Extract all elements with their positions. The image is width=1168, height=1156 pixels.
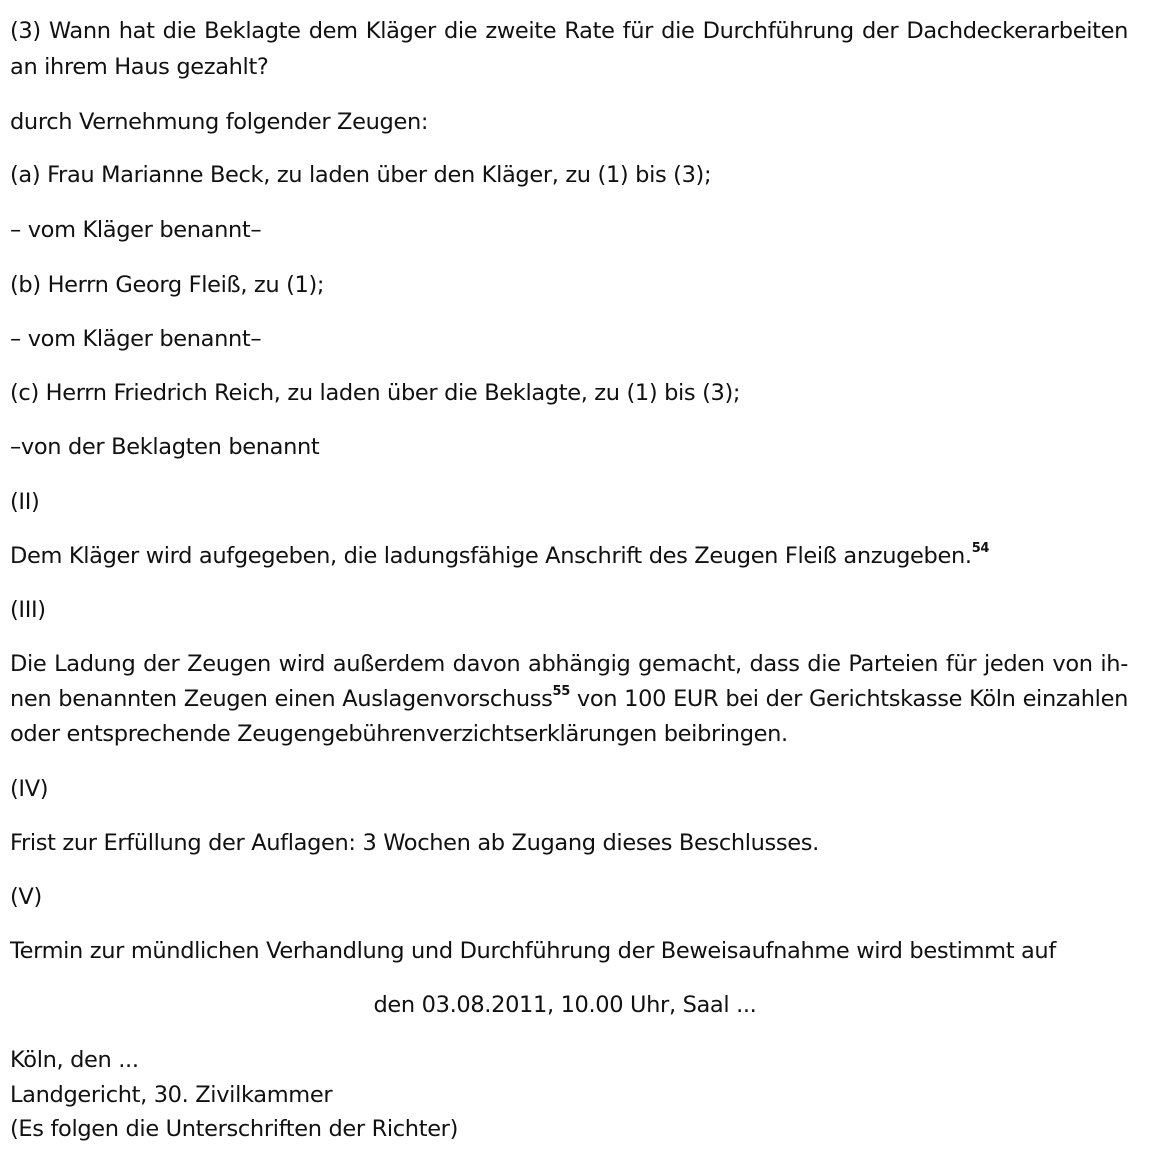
section-4-heading: (IV) xyxy=(10,776,49,802)
signatures-note: (Es folgen die Unterschriften der Richter) xyxy=(10,1116,459,1142)
place-date: Köln, den ... xyxy=(10,1047,139,1073)
court-name: Landgericht, 30. Zivilkammer xyxy=(10,1082,333,1108)
question-3-line-1: (3) Wann hat die Beklagte dem Kläger die zweite Rate für die Durchführung der Dachdeckerarbeiten xyxy=(10,18,1128,44)
witness-c-named-by: –von der Beklagten benannt xyxy=(10,434,320,460)
hearing-date: den 03.08.2011, 10.00 Uhr, Saal ... xyxy=(373,992,757,1018)
section-3-heading: (III) xyxy=(10,597,46,623)
section-2-text xyxy=(10,540,990,570)
witness-b: (b) Herrn Georg Fleiß, zu (1); xyxy=(10,272,325,298)
section-3-line-2-before: nen benannten Zeugen einen Auslagenvorschuss xyxy=(10,686,553,712)
section-5-text: Termin zur mündlichen Verhandlung und Durchführung der Beweisaufnahme wird bestimmt auf xyxy=(10,938,1056,964)
footnote-55: 55 xyxy=(552,683,570,699)
witness-c: (c) Herrn Friedrich Reich, zu laden über die Beklagte, zu (1) bis (3); xyxy=(10,380,741,406)
footnote-54: 54 xyxy=(971,540,990,556)
section-3-line-1: Die Ladung der Zeugen wird außerdem davon abhängig gemacht, dass die Parteien für jeden von ih- xyxy=(10,651,1128,677)
witness-a-named-by: – vom Kläger benannt– xyxy=(10,217,262,243)
section-4-text: Frist zur Erfüllung der Auflagen: 3 Wochen ab Zugang dieses Beschlusses. xyxy=(10,830,819,856)
section-2-heading: (II) xyxy=(10,489,40,515)
section-5-heading: (V) xyxy=(10,884,42,910)
section-3-line-2-after: von 100 EUR bei der Gerichtskasse Köln einzahlen xyxy=(569,686,1128,712)
witness-a: (a) Frau Marianne Beck, zu laden über den Kläger, zu (1) bis (3); xyxy=(10,162,712,188)
witness-b-named-by: – vom Kläger benannt– xyxy=(10,326,262,352)
section-2-sentence: Dem Kläger wird aufgegeben, die ladungsfähige Anschrift des Zeugen Fleiß anzugeben. xyxy=(10,543,972,569)
question-3-line-2: an ihrem Haus gezahlt? xyxy=(10,54,269,80)
section-3-line-3: oder entsprechende Zeugengebührenverzichtserklärungen beibringen. xyxy=(10,721,788,747)
section-3-line-2 xyxy=(10,683,1128,713)
evidence-intro: durch Vernehmung folgender Zeugen: xyxy=(10,109,429,135)
